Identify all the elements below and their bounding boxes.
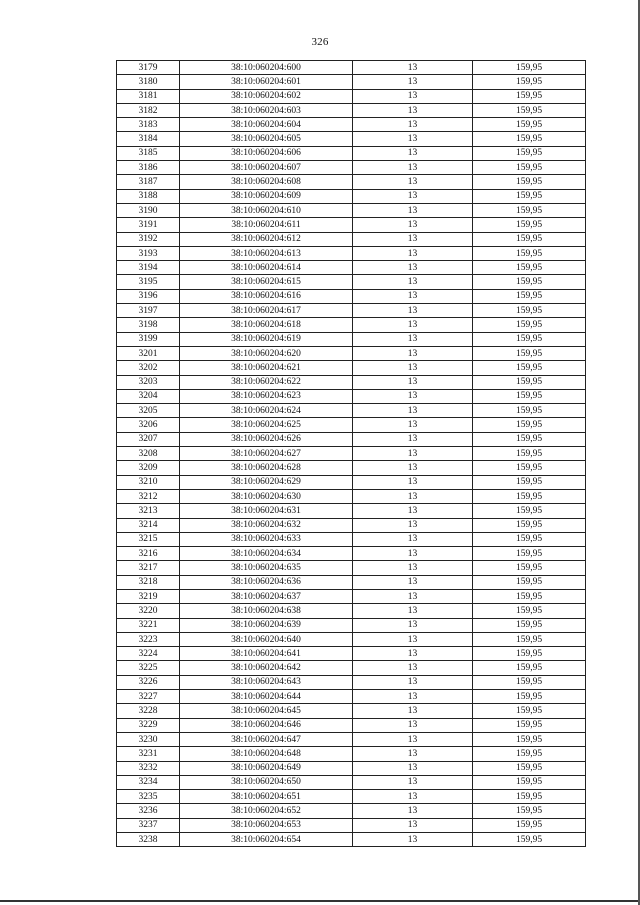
quantity-cell: 13 bbox=[353, 661, 473, 675]
value-cell: 159,95 bbox=[473, 103, 586, 117]
value-cell: 159,95 bbox=[473, 661, 586, 675]
row-number-cell: 3207 bbox=[117, 432, 180, 446]
table-row bbox=[117, 532, 586, 546]
row-number-cell: 3231 bbox=[117, 747, 180, 761]
value-cell: 159,95 bbox=[473, 246, 586, 260]
row-number-cell: 3237 bbox=[117, 818, 180, 832]
cadastral-number-cell: 38:10:060204:648 bbox=[180, 747, 353, 761]
table-row bbox=[117, 275, 586, 289]
row-number-cell: 3187 bbox=[117, 175, 180, 189]
table-row bbox=[117, 618, 586, 632]
table-row bbox=[117, 346, 586, 360]
row-number-cell: 3230 bbox=[117, 732, 180, 746]
cadastral-number-cell: 38:10:060204:644 bbox=[180, 690, 353, 704]
table-row bbox=[117, 175, 586, 189]
cadastral-number-cell: 38:10:060204:608 bbox=[180, 175, 353, 189]
quantity-cell: 13 bbox=[353, 547, 473, 561]
quantity-cell: 13 bbox=[353, 604, 473, 618]
cadastral-number-cell: 38:10:060204:649 bbox=[180, 761, 353, 775]
quantity-cell: 13 bbox=[353, 232, 473, 246]
quantity-cell: 13 bbox=[353, 632, 473, 646]
quantity-cell: 13 bbox=[353, 518, 473, 532]
value-cell: 159,95 bbox=[473, 675, 586, 689]
row-number-cell: 3228 bbox=[117, 704, 180, 718]
cadastral-number-cell: 38:10:060204:650 bbox=[180, 775, 353, 789]
cadastral-number-cell: 38:10:060204:620 bbox=[180, 346, 353, 360]
quantity-cell: 13 bbox=[353, 818, 473, 832]
table-row bbox=[117, 647, 586, 661]
cadastral-number-cell: 38:10:060204:616 bbox=[180, 289, 353, 303]
quantity-cell: 13 bbox=[353, 475, 473, 489]
row-number-cell: 3238 bbox=[117, 833, 180, 847]
quantity-cell: 13 bbox=[353, 775, 473, 789]
row-number-cell: 3208 bbox=[117, 447, 180, 461]
quantity-cell: 13 bbox=[353, 289, 473, 303]
row-number-cell: 3203 bbox=[117, 375, 180, 389]
cadastral-number-cell: 38:10:060204:615 bbox=[180, 275, 353, 289]
quantity-cell: 13 bbox=[353, 218, 473, 232]
cadastral-number-cell: 38:10:060204:632 bbox=[180, 518, 353, 532]
quantity-cell: 13 bbox=[353, 647, 473, 661]
value-cell: 159,95 bbox=[473, 833, 586, 847]
table-row bbox=[117, 732, 586, 746]
value-cell: 159,95 bbox=[473, 75, 586, 89]
cadastral-number-cell: 38:10:060204:646 bbox=[180, 718, 353, 732]
table-row bbox=[117, 833, 586, 847]
cadastral-number-cell: 38:10:060204:636 bbox=[180, 575, 353, 589]
cadastral-number-cell: 38:10:060204:637 bbox=[180, 589, 353, 603]
value-cell: 159,95 bbox=[473, 375, 586, 389]
cadastral-number-cell: 38:10:060204:605 bbox=[180, 132, 353, 146]
cadastral-number-cell: 38:10:060204:654 bbox=[180, 833, 353, 847]
row-number-cell: 3184 bbox=[117, 132, 180, 146]
cadastral-number-cell: 38:10:060204:600 bbox=[180, 61, 353, 75]
cadastral-number-cell: 38:10:060204:618 bbox=[180, 318, 353, 332]
quantity-cell: 13 bbox=[353, 804, 473, 818]
row-number-cell: 3226 bbox=[117, 675, 180, 689]
page-number: 326 bbox=[311, 36, 329, 48]
row-number-cell: 3210 bbox=[117, 475, 180, 489]
row-number-cell: 3206 bbox=[117, 418, 180, 432]
value-cell: 159,95 bbox=[473, 432, 586, 446]
cadastral-number-cell: 38:10:060204:653 bbox=[180, 818, 353, 832]
quantity-cell: 13 bbox=[353, 161, 473, 175]
quantity-cell: 13 bbox=[353, 318, 473, 332]
value-cell: 159,95 bbox=[473, 203, 586, 217]
value-cell: 159,95 bbox=[473, 447, 586, 461]
row-number-cell: 3201 bbox=[117, 346, 180, 360]
cadastral-number-cell: 38:10:060204:631 bbox=[180, 504, 353, 518]
cadastral-number-cell: 38:10:060204:635 bbox=[180, 561, 353, 575]
table-row bbox=[117, 261, 586, 275]
value-cell: 159,95 bbox=[473, 532, 586, 546]
value-cell: 159,95 bbox=[473, 404, 586, 418]
row-number-cell: 3190 bbox=[117, 203, 180, 217]
table-row bbox=[117, 361, 586, 375]
cadastral-number-cell: 38:10:060204:633 bbox=[180, 532, 353, 546]
value-cell: 159,95 bbox=[473, 89, 586, 103]
value-cell: 159,95 bbox=[473, 189, 586, 203]
value-cell: 159,95 bbox=[473, 761, 586, 775]
value-cell: 159,95 bbox=[473, 575, 586, 589]
cadastral-number-cell: 38:10:060204:643 bbox=[180, 675, 353, 689]
cadastral-number-cell: 38:10:060204:652 bbox=[180, 804, 353, 818]
quantity-cell: 13 bbox=[353, 504, 473, 518]
table-row bbox=[117, 118, 586, 132]
cadastral-number-cell: 38:10:060204:651 bbox=[180, 790, 353, 804]
table-row bbox=[117, 704, 586, 718]
table-row bbox=[117, 432, 586, 446]
quantity-cell: 13 bbox=[353, 447, 473, 461]
row-number-cell: 3199 bbox=[117, 332, 180, 346]
cadastral-number-cell: 38:10:060204:647 bbox=[180, 732, 353, 746]
table-row bbox=[117, 589, 586, 603]
value-cell: 159,95 bbox=[473, 775, 586, 789]
quantity-cell: 13 bbox=[353, 790, 473, 804]
cadastral-number-cell: 38:10:060204:604 bbox=[180, 118, 353, 132]
table-row bbox=[117, 675, 586, 689]
quantity-cell: 13 bbox=[353, 404, 473, 418]
quantity-cell: 13 bbox=[353, 275, 473, 289]
value-cell: 159,95 bbox=[473, 547, 586, 561]
row-number-cell: 3218 bbox=[117, 575, 180, 589]
row-number-cell: 3223 bbox=[117, 632, 180, 646]
quantity-cell: 13 bbox=[353, 75, 473, 89]
row-number-cell: 3204 bbox=[117, 389, 180, 403]
row-number-cell: 3185 bbox=[117, 146, 180, 160]
value-cell: 159,95 bbox=[473, 604, 586, 618]
table-row bbox=[117, 332, 586, 346]
table-row bbox=[117, 775, 586, 789]
value-cell: 159,95 bbox=[473, 461, 586, 475]
value-cell: 159,95 bbox=[473, 518, 586, 532]
row-number-cell: 3179 bbox=[117, 61, 180, 75]
quantity-cell: 13 bbox=[353, 346, 473, 360]
table-row bbox=[117, 404, 586, 418]
page-bottom-edge bbox=[0, 900, 640, 902]
table-row bbox=[117, 75, 586, 89]
quantity-cell: 13 bbox=[353, 89, 473, 103]
row-number-cell: 3188 bbox=[117, 189, 180, 203]
quantity-cell: 13 bbox=[353, 146, 473, 160]
table-row bbox=[117, 304, 586, 318]
cadastral-number-cell: 38:10:060204:630 bbox=[180, 489, 353, 503]
table-row bbox=[117, 661, 586, 675]
row-number-cell: 3182 bbox=[117, 103, 180, 117]
quantity-cell: 13 bbox=[353, 361, 473, 375]
row-number-cell: 3194 bbox=[117, 261, 180, 275]
row-number-cell: 3198 bbox=[117, 318, 180, 332]
table-row bbox=[117, 604, 586, 618]
table-row bbox=[117, 518, 586, 532]
row-number-cell: 3195 bbox=[117, 275, 180, 289]
cadastral-number-cell: 38:10:060204:645 bbox=[180, 704, 353, 718]
row-number-cell: 3180 bbox=[117, 75, 180, 89]
value-cell: 159,95 bbox=[473, 361, 586, 375]
value-cell: 159,95 bbox=[473, 161, 586, 175]
table-row bbox=[117, 375, 586, 389]
cadastral-number-cell: 38:10:060204:613 bbox=[180, 246, 353, 260]
cadastral-number-cell: 38:10:060204:638 bbox=[180, 604, 353, 618]
row-number-cell: 3235 bbox=[117, 790, 180, 804]
row-number-cell: 3229 bbox=[117, 718, 180, 732]
value-cell: 159,95 bbox=[473, 275, 586, 289]
value-cell: 159,95 bbox=[473, 346, 586, 360]
value-cell: 159,95 bbox=[473, 146, 586, 160]
value-cell: 159,95 bbox=[473, 289, 586, 303]
cadastral-number-cell: 38:10:060204:611 bbox=[180, 218, 353, 232]
value-cell: 159,95 bbox=[473, 318, 586, 332]
row-number-cell: 3216 bbox=[117, 547, 180, 561]
table-row bbox=[117, 718, 586, 732]
row-number-cell: 3234 bbox=[117, 775, 180, 789]
table-row bbox=[117, 418, 586, 432]
table-row bbox=[117, 61, 586, 75]
table-row bbox=[117, 232, 586, 246]
cadastral-number-cell: 38:10:060204:634 bbox=[180, 547, 353, 561]
cadastral-number-cell: 38:10:060204:640 bbox=[180, 632, 353, 646]
cadastral-number-cell: 38:10:060204:628 bbox=[180, 461, 353, 475]
quantity-cell: 13 bbox=[353, 304, 473, 318]
quantity-cell: 13 bbox=[353, 675, 473, 689]
table-row bbox=[117, 203, 586, 217]
row-number-cell: 3186 bbox=[117, 161, 180, 175]
table-row bbox=[117, 132, 586, 146]
value-cell: 159,95 bbox=[473, 175, 586, 189]
table-row bbox=[117, 547, 586, 561]
cadastral-number-cell: 38:10:060204:607 bbox=[180, 161, 353, 175]
row-number-cell: 3202 bbox=[117, 361, 180, 375]
table-row bbox=[117, 146, 586, 160]
cadastral-number-cell: 38:10:060204:621 bbox=[180, 361, 353, 375]
quantity-cell: 13 bbox=[353, 589, 473, 603]
value-cell: 159,95 bbox=[473, 132, 586, 146]
value-cell: 159,95 bbox=[473, 747, 586, 761]
value-cell: 159,95 bbox=[473, 632, 586, 646]
row-number-cell: 3232 bbox=[117, 761, 180, 775]
row-number-cell: 3225 bbox=[117, 661, 180, 675]
quantity-cell: 13 bbox=[353, 132, 473, 146]
value-cell: 159,95 bbox=[473, 718, 586, 732]
row-number-cell: 3220 bbox=[117, 604, 180, 618]
row-number-cell: 3193 bbox=[117, 246, 180, 260]
cadastral-number-cell: 38:10:060204:639 bbox=[180, 618, 353, 632]
row-number-cell: 3209 bbox=[117, 461, 180, 475]
quantity-cell: 13 bbox=[353, 618, 473, 632]
cadastral-number-cell: 38:10:060204:623 bbox=[180, 389, 353, 403]
value-cell: 159,95 bbox=[473, 61, 586, 75]
row-number-cell: 3212 bbox=[117, 489, 180, 503]
value-cell: 159,95 bbox=[473, 732, 586, 746]
row-number-cell: 3221 bbox=[117, 618, 180, 632]
row-number-cell: 3215 bbox=[117, 532, 180, 546]
row-number-cell: 3191 bbox=[117, 218, 180, 232]
quantity-cell: 13 bbox=[353, 690, 473, 704]
cadastral-number-cell: 38:10:060204:612 bbox=[180, 232, 353, 246]
row-number-cell: 3219 bbox=[117, 589, 180, 603]
cadastral-number-cell: 38:10:060204:626 bbox=[180, 432, 353, 446]
cadastral-table bbox=[116, 60, 586, 847]
table-row bbox=[117, 447, 586, 461]
table-row bbox=[117, 818, 586, 832]
row-number-cell: 3196 bbox=[117, 289, 180, 303]
cadastral-number-cell: 38:10:060204:629 bbox=[180, 475, 353, 489]
row-number-cell: 3227 bbox=[117, 690, 180, 704]
value-cell: 159,95 bbox=[473, 618, 586, 632]
cadastral-number-cell: 38:10:060204:614 bbox=[180, 261, 353, 275]
cadastral-number-cell: 38:10:060204:627 bbox=[180, 447, 353, 461]
table-row bbox=[117, 218, 586, 232]
cadastral-number-cell: 38:10:060204:625 bbox=[180, 418, 353, 432]
value-cell: 159,95 bbox=[473, 804, 586, 818]
cadastral-number-cell: 38:10:060204:601 bbox=[180, 75, 353, 89]
quantity-cell: 13 bbox=[353, 203, 473, 217]
quantity-cell: 13 bbox=[353, 103, 473, 117]
quantity-cell: 13 bbox=[353, 432, 473, 446]
table-row bbox=[117, 790, 586, 804]
cadastral-number-cell: 38:10:060204:609 bbox=[180, 189, 353, 203]
table-row bbox=[117, 489, 586, 503]
row-number-cell: 3205 bbox=[117, 404, 180, 418]
table-body bbox=[117, 61, 586, 847]
cadastral-number-cell: 38:10:060204:606 bbox=[180, 146, 353, 160]
quantity-cell: 13 bbox=[353, 175, 473, 189]
cadastral-number-cell: 38:10:060204:602 bbox=[180, 89, 353, 103]
quantity-cell: 13 bbox=[353, 461, 473, 475]
value-cell: 159,95 bbox=[473, 704, 586, 718]
table-row bbox=[117, 246, 586, 260]
quantity-cell: 13 bbox=[353, 833, 473, 847]
table-row bbox=[117, 504, 586, 518]
value-cell: 159,95 bbox=[473, 332, 586, 346]
cadastral-number-cell: 38:10:060204:619 bbox=[180, 332, 353, 346]
cadastral-number-cell: 38:10:060204:624 bbox=[180, 404, 353, 418]
value-cell: 159,95 bbox=[473, 690, 586, 704]
table-row bbox=[117, 690, 586, 704]
value-cell: 159,95 bbox=[473, 389, 586, 403]
table-row bbox=[117, 561, 586, 575]
quantity-cell: 13 bbox=[353, 561, 473, 575]
table-row bbox=[117, 318, 586, 332]
value-cell: 159,95 bbox=[473, 790, 586, 804]
table-row bbox=[117, 575, 586, 589]
row-number-cell: 3192 bbox=[117, 232, 180, 246]
quantity-cell: 13 bbox=[353, 332, 473, 346]
value-cell: 159,95 bbox=[473, 561, 586, 575]
quantity-cell: 13 bbox=[353, 732, 473, 746]
quantity-cell: 13 bbox=[353, 261, 473, 275]
value-cell: 159,95 bbox=[473, 218, 586, 232]
value-cell: 159,95 bbox=[473, 489, 586, 503]
row-number-cell: 3181 bbox=[117, 89, 180, 103]
cadastral-number-cell: 38:10:060204:642 bbox=[180, 661, 353, 675]
quantity-cell: 13 bbox=[353, 747, 473, 761]
value-cell: 159,95 bbox=[473, 261, 586, 275]
quantity-cell: 13 bbox=[353, 389, 473, 403]
table-row bbox=[117, 289, 586, 303]
cadastral-number-cell: 38:10:060204:617 bbox=[180, 304, 353, 318]
quantity-cell: 13 bbox=[353, 375, 473, 389]
row-number-cell: 3224 bbox=[117, 647, 180, 661]
quantity-cell: 13 bbox=[353, 189, 473, 203]
row-number-cell: 3217 bbox=[117, 561, 180, 575]
value-cell: 159,95 bbox=[473, 589, 586, 603]
quantity-cell: 13 bbox=[353, 61, 473, 75]
quantity-cell: 13 bbox=[353, 246, 473, 260]
table-row bbox=[117, 632, 586, 646]
table-row bbox=[117, 804, 586, 818]
table-row bbox=[117, 461, 586, 475]
table-row bbox=[117, 103, 586, 117]
row-number-cell: 3214 bbox=[117, 518, 180, 532]
value-cell: 159,95 bbox=[473, 818, 586, 832]
quantity-cell: 13 bbox=[353, 575, 473, 589]
quantity-cell: 13 bbox=[353, 704, 473, 718]
quantity-cell: 13 bbox=[353, 118, 473, 132]
value-cell: 159,95 bbox=[473, 418, 586, 432]
quantity-cell: 13 bbox=[353, 718, 473, 732]
value-cell: 159,95 bbox=[473, 475, 586, 489]
value-cell: 159,95 bbox=[473, 647, 586, 661]
table-row bbox=[117, 89, 586, 103]
table-row bbox=[117, 747, 586, 761]
table-row bbox=[117, 189, 586, 203]
value-cell: 159,95 bbox=[473, 118, 586, 132]
cadastral-number-cell: 38:10:060204:603 bbox=[180, 103, 353, 117]
table-row bbox=[117, 475, 586, 489]
row-number-cell: 3197 bbox=[117, 304, 180, 318]
table-row bbox=[117, 161, 586, 175]
value-cell: 159,95 bbox=[473, 304, 586, 318]
value-cell: 159,95 bbox=[473, 232, 586, 246]
quantity-cell: 13 bbox=[353, 489, 473, 503]
row-number-cell: 3183 bbox=[117, 118, 180, 132]
row-number-cell: 3236 bbox=[117, 804, 180, 818]
cadastral-number-cell: 38:10:060204:610 bbox=[180, 203, 353, 217]
quantity-cell: 13 bbox=[353, 761, 473, 775]
table-row bbox=[117, 761, 586, 775]
value-cell: 159,95 bbox=[473, 504, 586, 518]
row-number-cell: 3213 bbox=[117, 504, 180, 518]
cadastral-number-cell: 38:10:060204:641 bbox=[180, 647, 353, 661]
quantity-cell: 13 bbox=[353, 532, 473, 546]
cadastral-number-cell: 38:10:060204:622 bbox=[180, 375, 353, 389]
quantity-cell: 13 bbox=[353, 418, 473, 432]
table-row bbox=[117, 389, 586, 403]
